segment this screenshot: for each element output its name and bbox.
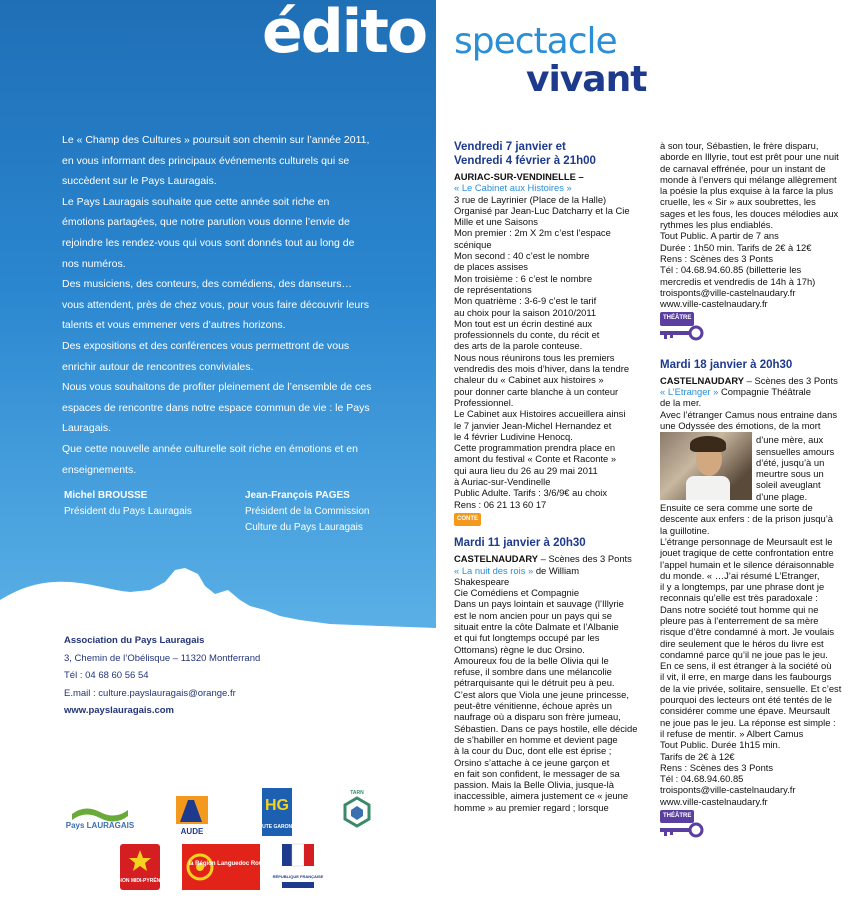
- text-line: monde à l’envers qui mélange allègrement: [660, 173, 837, 185]
- text-line: Le Cabinet aux Histoires accueillera ainsi: [454, 408, 626, 420]
- svg-text:TARN: TARN: [350, 790, 364, 796]
- signature-name: Michel BROUSSE: [64, 490, 148, 501]
- text-line: de représentations: [454, 283, 532, 295]
- text-line: soleil aveuglant: [756, 479, 821, 491]
- key-icon: [660, 326, 704, 340]
- intro-paragraph: Nous vous souhaitons de profiter pleinement de l’ensemble de ces espaces de rencontre dans notre espace commun de vie : le Pays Lauragais.: [62, 381, 372, 435]
- text-line: à la cour du Duc, dont elle est éprise ;: [454, 745, 612, 757]
- marianne-logo-icon: [272, 844, 324, 890]
- text-line: Rens : 06 21 13 60 17: [454, 498, 547, 510]
- text-line: jouet tragique de cette confrontation entre: [660, 547, 834, 559]
- text-line: Dans notre société tout homme qui ne: [660, 603, 819, 615]
- text-line: aborde en Illyrie, tout est prêt pour une nuit: [660, 151, 839, 163]
- event-venue: – Scènes des 3 Ponts: [744, 374, 838, 386]
- text-line: vendredis des mois d’hiver, dans la tendre: [454, 363, 630, 375]
- heading-vivant: vivant: [526, 59, 647, 100]
- text-line: Nous nous réunirons tous les premiers: [454, 351, 615, 363]
- text-line: pour donner carte blanche à un conteur: [454, 385, 619, 397]
- text-line: le 4 février Ludivine Henocq.: [454, 430, 573, 442]
- text-line: cruelle, les « Sir » aux soubrettes, les: [660, 196, 816, 208]
- text-line: de la mer.: [660, 397, 702, 409]
- signature-brousse: [64, 488, 192, 520]
- text-line: Tarifs de 2€ à 12€: [660, 750, 735, 762]
- text-line: Professionnel.: [454, 396, 514, 408]
- logo-pays-lauragais: [65, 800, 135, 830]
- intro-paragraph: Des musiciens, des conteurs, des comédiens, des danseurs… vous attendent, près de chez vous, pour vous faire découvrir leurs talents et vous emmener vers d’autres horizons.: [62, 278, 370, 332]
- text-line: Organisé par Jean-Luc Datcharry et la Cie: [454, 204, 630, 216]
- text-line: Rens : Scènes des 3 Ponts: [660, 252, 774, 264]
- event-date: Mardi 18 janvier à 20h30: [660, 358, 793, 371]
- text-line: Ensuite ce sera comme une sorte de: [660, 502, 813, 514]
- text-line: Mille et une Saisons: [454, 216, 538, 228]
- text-line: Mon troisième : 6 c’est le nombre: [454, 272, 593, 284]
- text-line: d’une mère, aux: [756, 434, 824, 446]
- blue-panel: [0, 0, 436, 628]
- text-line: de s’habiller en homme et devient page: [454, 733, 618, 745]
- svg-text:HG: HG: [265, 797, 289, 814]
- text-line: chaleur du « Cabinet aux histoires »: [454, 374, 604, 386]
- languedoc-roussillon-logo-icon: [182, 844, 282, 890]
- text-line: Rens : Scènes des 3 Ponts: [660, 761, 774, 773]
- text-line: l’appel humain et le silence déraisonnable: [660, 558, 835, 570]
- event-title: « Le Cabinet aux Histoires »: [454, 182, 572, 194]
- logo-midi-pyrenees: [109, 844, 171, 890]
- key-icon: [660, 823, 704, 837]
- text-line: troisponts@ville-castelnaudary.fr: [660, 784, 796, 796]
- text-line: Amoureux fou de la belle Olivia qui le: [454, 654, 609, 666]
- svg-text:Pays LAURAGAIS: Pays LAURAGAIS: [65, 821, 135, 830]
- text-line: Dans un pays lointain et sauvage (l’Illyrie: [454, 598, 624, 610]
- logo-republique-francaise: [272, 844, 324, 890]
- text-line: Avec l’étranger Camus nous entraine dans: [660, 408, 838, 420]
- event-body: [454, 194, 650, 510]
- midi-pyrenees-logo-icon: [109, 844, 171, 890]
- text-line: Mon premier : 2m X 2m c’est l’espace: [454, 227, 611, 239]
- text-line: à son tour, Sébastien, le frère disparu,: [660, 140, 819, 151]
- text-line: considérer comme une épave. Meursault: [660, 705, 830, 717]
- association-contact: [64, 632, 260, 720]
- association-phone: Tél : 04 68 60 56 54: [64, 670, 149, 681]
- text-line: une Odyssée des émotions, de la mort: [660, 419, 821, 431]
- signature-name: Jean-François PAGES: [245, 490, 350, 501]
- photo-row: [660, 432, 860, 502]
- association-name: Association du Pays Lauragais: [64, 635, 205, 646]
- text-line: des arts de la parole conteuse.: [454, 340, 583, 352]
- text-line: Mon second : 40 c’est le nombre: [454, 250, 590, 262]
- text-line: de places assises: [454, 261, 528, 273]
- text-line: la poésie la plus exquise à la farce la plus: [660, 185, 834, 197]
- event-date: Vendredi 4 février à 21h00: [454, 155, 596, 167]
- text-line: L’étrange personnage de Meursault est le: [660, 535, 833, 547]
- event-body-continued: [660, 140, 860, 309]
- intro-paragraph: Que cette nouvelle année culturelle soit riche en émotions et en enseignements.: [62, 442, 358, 476]
- event-place: CASTELNAUDARY: [454, 553, 539, 565]
- logo-tarn: [342, 786, 372, 836]
- haute-garonne-logo-icon: [254, 786, 300, 838]
- intro-text: [62, 130, 372, 480]
- signature-role: Président de la Commission: [245, 506, 370, 517]
- text-line: situait entre la côte Dalmate et l’Albanie: [454, 620, 619, 632]
- signature-pages: [245, 488, 370, 536]
- intro-paragraph: Le « Champ des Cultures » poursuit son chemin sur l’année 2011, en vous informant des principaux événements culturels qui se succèdent sur le Pays Lauragais.: [62, 134, 370, 188]
- logo-aude: [172, 794, 212, 838]
- svg-text:RÉGION MIDI-PYRÉNÉES: RÉGION MIDI-PYRÉNÉES: [109, 878, 171, 884]
- text-line: de la vie privée, solitaire, sensuelle. Et c’est: [660, 682, 842, 694]
- text-line: Durée : 1h50 min. Tarifs de 2€ à 12€: [660, 241, 812, 253]
- event-venue: – Scènes des 3 Ponts: [538, 553, 632, 565]
- event-place: CASTELNAUDARY: [660, 374, 745, 386]
- right-page: [436, 0, 864, 908]
- text-line: C’est alors que Viola une jeune princesse,: [454, 688, 629, 700]
- text-line: Sébastien. Dans ce pays hostile, elle décide: [454, 722, 638, 734]
- text-line: amont du festival « Conte et Raconte »: [454, 453, 617, 465]
- event-title-rest: Compagnie Théâtrale: [718, 386, 811, 398]
- text-line: Cette programmation prendra place en: [454, 442, 616, 454]
- text-line: Cie Comédiens et Compagnie: [454, 587, 580, 599]
- text-line: à Auriac-sur-Vendinelle: [454, 476, 551, 488]
- svg-text:HAUTE GARONNE: HAUTE GARONNE: [254, 824, 300, 830]
- text-line: Mon tout est un écrin destiné aux: [454, 317, 593, 329]
- text-line: inaccessible, aimera justement ce « jeune: [454, 790, 629, 802]
- text-line: www.ville-castelnaudary.fr: [660, 298, 768, 310]
- text-line: ne joue pas le jeu. La réponse est simple :: [660, 716, 836, 728]
- text-line: Ottomans) règne le duc Orsino.: [454, 643, 585, 655]
- text-line: refuse, il sombre dans une mélancolie: [454, 666, 612, 678]
- text-line: il refuse de mentir. » Albert Camus: [660, 727, 804, 739]
- event-body: [660, 502, 860, 807]
- text-line: Tout Public. Durée 1h15 min.: [660, 739, 781, 751]
- svg-text:la Région Languedoc Roussillon: la Région Languedoc Roussillon: [188, 861, 282, 867]
- theatre-tag: THÉÂTRE: [660, 810, 694, 823]
- text-line: scénique: [454, 238, 492, 250]
- text-line: homme » au premier regard ; lorsque: [454, 801, 609, 813]
- text-line: la guillotine.: [660, 524, 710, 536]
- event-date: Vendredi 7 janvier et: [454, 141, 566, 153]
- event-date: Mardi 11 janvier à 20h30: [454, 537, 586, 550]
- text-line: En ce sens, il est étranger à la société où: [660, 660, 832, 672]
- association-address: 3, Chemin de l’Obélisque – 11320 Montferrand: [64, 652, 261, 664]
- text-line: Public Adulte. Tarifs : 3/6/9€ au choix: [454, 487, 608, 499]
- text-line: Orsino s’attache à ce jeune garçon et: [454, 756, 610, 768]
- text-line: 3 rue de Layrinier (Place de la Halle): [454, 193, 607, 205]
- text-line: est le nom ancien pour un pays qui se: [454, 609, 612, 621]
- text-line: reconnais qu’elle est très paradoxale :: [660, 592, 818, 604]
- text-line: pétrarquisante qui le détruit peu à peu.: [454, 677, 615, 689]
- text-line: passion. Mais la Belle Olivia, jusque-là: [454, 779, 614, 791]
- text-line: professionnels du conte, du récit et: [454, 329, 600, 341]
- text-line: d’une plage.: [756, 490, 808, 502]
- intro-paragraph: Le Pays Lauragais souhaite que cette année soit riche en émotions partagées, que notre parution vous donne l’envie de rejoindre les rendez-vous qui vous sont donnés tout au long de nos numéros.: [62, 195, 355, 270]
- conte-tag: CONTE: [454, 513, 481, 526]
- event-body-side: [756, 432, 834, 502]
- text-line: qui aura lieu du 26 au 29 mai 2011: [454, 464, 598, 476]
- column-left: [454, 140, 650, 813]
- text-line: naufrage où a disparu son frère jumeau,: [454, 711, 621, 723]
- text-line: peut-être vénitienne, échoue après un: [454, 700, 612, 712]
- event-place: AURIAC-SUR-VENDINELLE –: [454, 171, 584, 182]
- text-line: sages et les fous, les douces mélodies aux: [660, 207, 839, 219]
- text-line: il y a longtemps, par une phrase dont je: [660, 581, 825, 593]
- text-line: descente aux enfers : de la prison jusqu’à: [660, 513, 834, 525]
- association-website[interactable]: www.payslauragais.com: [64, 705, 174, 716]
- svg-text:AUDE: AUDE: [180, 827, 204, 836]
- edito-title: édito: [262, 0, 427, 67]
- text-line: Tout Public. A partir de 7 ans: [660, 230, 779, 242]
- intro-paragraph: Des expositions et des conférences vous permettront de vous enrichir autour de rencontres conviviales.: [62, 339, 350, 373]
- lauragais-logo-icon: [65, 800, 135, 830]
- event-title-rest: de William: [533, 564, 580, 576]
- text-line: pourquoi des lecteurs ont été tentés de le: [660, 694, 832, 706]
- event-title: « La nuit des rois »: [454, 564, 534, 576]
- text-line: pleure pas à l’enterrement de sa mère: [660, 614, 819, 626]
- text-line: Tél : 04.68.94.60.85 (billetterie les: [660, 264, 802, 276]
- text-line: le 7 janvier Jean-Michel Hernandez et: [454, 419, 612, 431]
- aude-logo-icon: [172, 794, 212, 838]
- theatre-tag: THÉÂTRE: [660, 312, 694, 325]
- text-line: de carnaval effrénée, pour un instant de: [660, 162, 826, 174]
- text-line: www.ville-castelnaudary.fr: [660, 795, 768, 807]
- text-line: sensuelles amours: [756, 445, 835, 457]
- event-body: [660, 397, 860, 431]
- text-line: rythmes les plus endiablés.: [660, 219, 774, 231]
- association-email[interactable]: E.mail : culture.payslauragais@orange.fr: [64, 687, 236, 699]
- svg-text:RÉPUBLIQUE FRANÇAISE: RÉPUBLIQUE FRANÇAISE: [272, 874, 324, 879]
- text-line: troisponts@ville-castelnaudary.fr: [660, 286, 796, 298]
- text-line: en fait son confident, le messager de sa: [454, 767, 620, 779]
- signature-role: Culture du Pays Lauragais: [245, 522, 363, 533]
- text-line: d’été, jusqu’à un: [756, 456, 825, 468]
- logo-haute-garonne: [254, 786, 300, 838]
- text-line: et qui fut longtemps occupé par les: [454, 632, 600, 644]
- actor-photo: [660, 432, 752, 500]
- text-line: risque d’être condamné à mort. Je voulais: [660, 626, 835, 638]
- text-line: Shakespeare: [454, 575, 510, 587]
- decorative-silhouette: [0, 560, 436, 630]
- partner-logos: [60, 780, 430, 900]
- text-line: mercredis et vendredis de 14h à 17h): [660, 275, 816, 287]
- text-line: meurtre sous un: [756, 468, 824, 480]
- text-line: du monde. « …J’ai résumé L’Etranger,: [660, 569, 820, 581]
- signature-role: Président du Pays Lauragais: [64, 506, 192, 517]
- logo-languedoc-roussillon: [182, 844, 282, 890]
- column-right: [660, 140, 860, 837]
- text-line: condamné parce qu’il ne joue pas le jeu.: [660, 648, 828, 660]
- text-line: dire seulement que le héros du livre est: [660, 637, 824, 649]
- text-line: il vit, il erre, en marge dans les faubourgs: [660, 671, 832, 683]
- event-title: « L’Etranger »: [660, 386, 719, 398]
- tarn-logo-icon: [342, 786, 372, 836]
- text-line: Tél : 04.68.94.60.85: [660, 773, 744, 785]
- heading-spectacle: spectacle: [454, 21, 617, 62]
- event-body: [454, 576, 650, 813]
- text-line: au choix pour la saison 2010/2011: [454, 306, 597, 318]
- text-line: Mon quatrième : 3-6-9 c’est le tarif: [454, 295, 597, 307]
